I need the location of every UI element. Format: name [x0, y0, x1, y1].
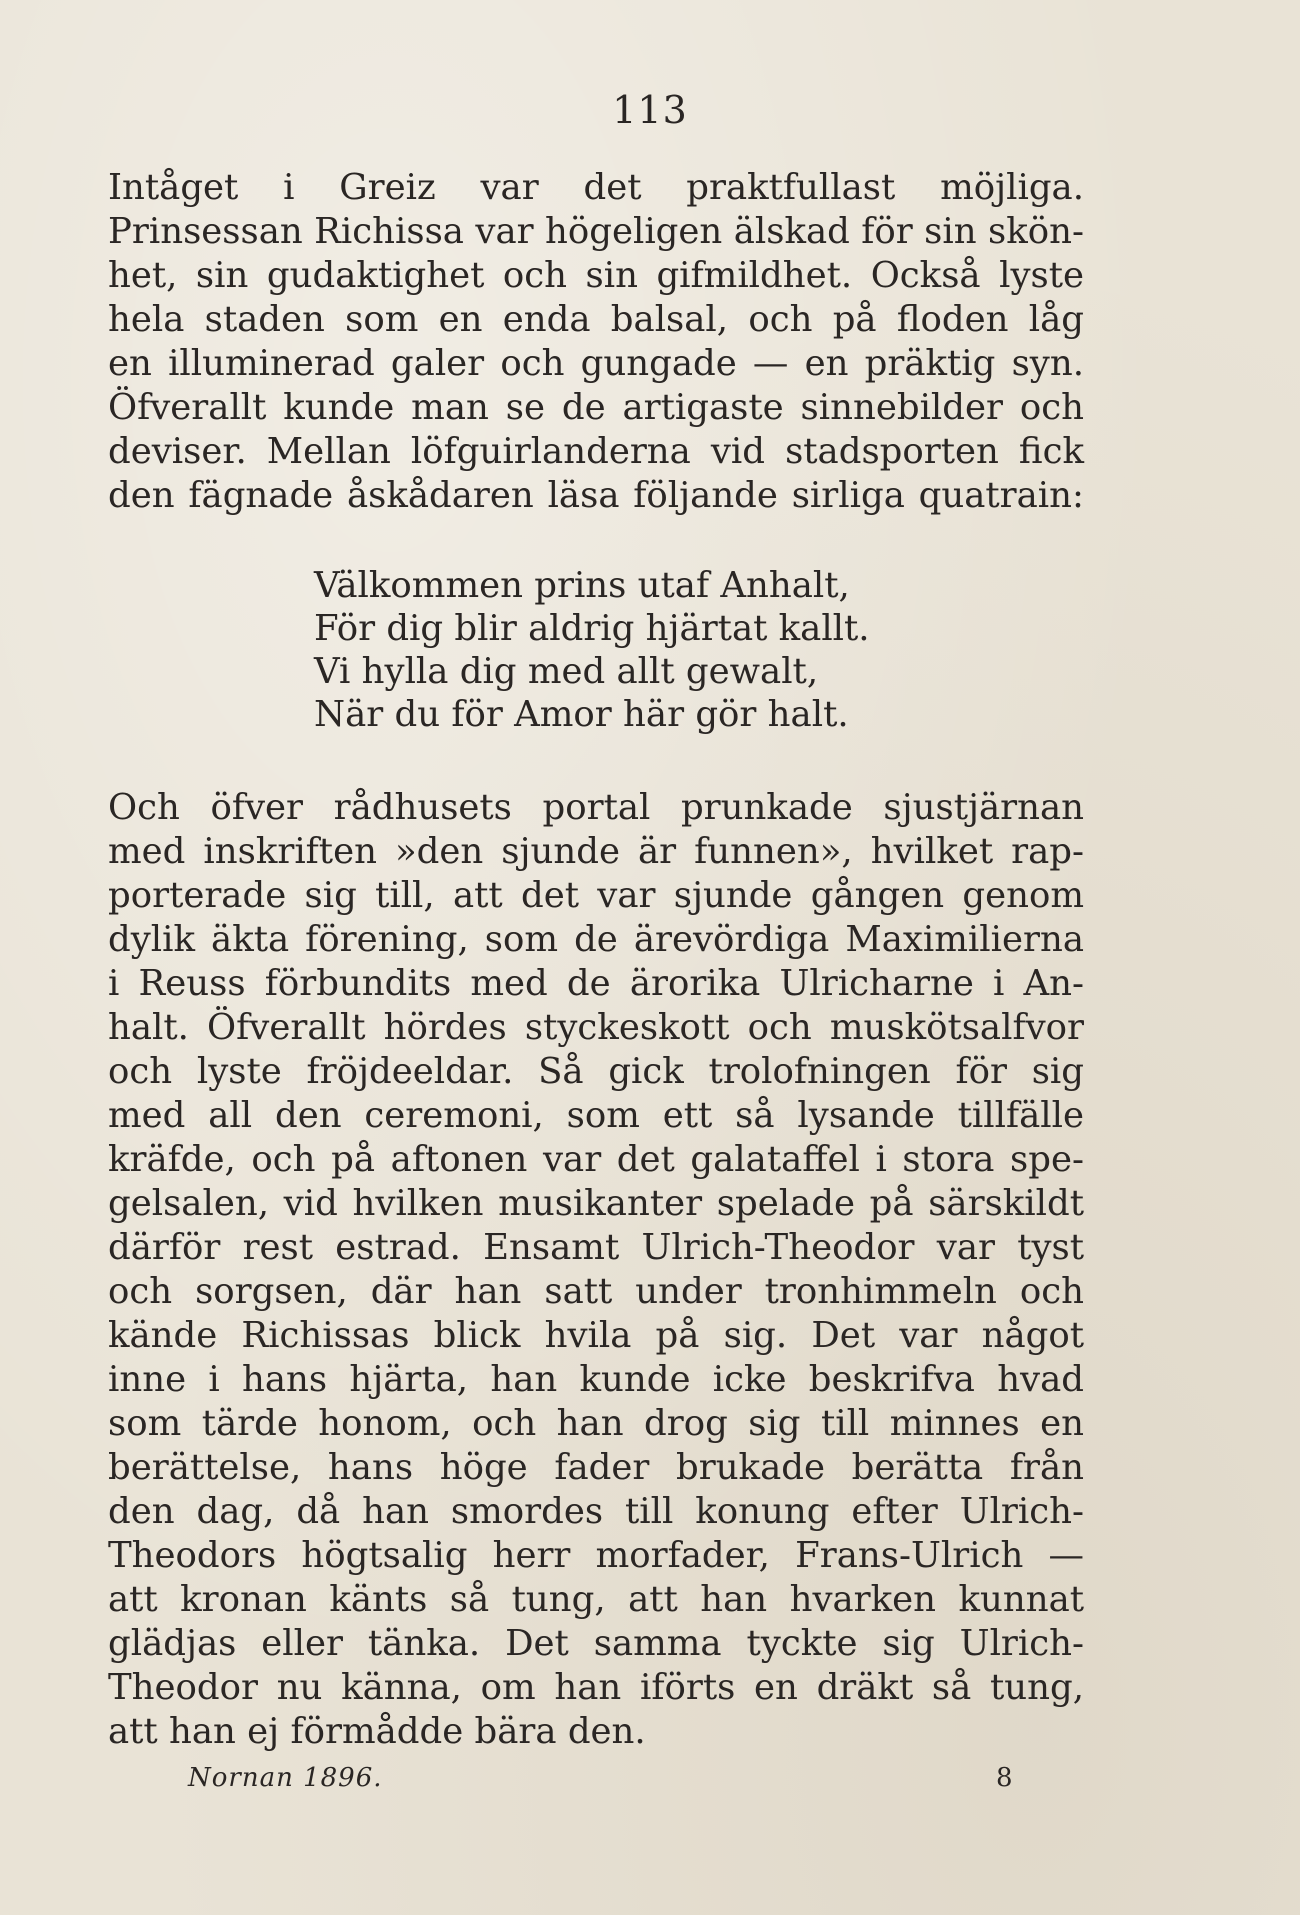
text-line: porterade sig till, att det var sjunde gången genom	[108, 875, 1084, 916]
journal-signature: Nornan 1896.	[188, 1763, 383, 1793]
text-line: gelsalen, vid hvilken musikanter spelade på särskildt	[108, 1183, 1084, 1224]
text-line: som tärde honom, och han drog sig till minnes en	[108, 1403, 1084, 1444]
text-line: glädjas eller tänka. Det samma tyckte sig Ulrich-	[108, 1623, 1084, 1664]
text-line: berättelse, hans höge fader brukade berätta från	[108, 1447, 1084, 1488]
text-line: deviser. Mellan löfguirlanderna vid stadsporten fick	[108, 431, 1084, 472]
text-line: Intåget i Greiz var det praktfullast möjliga.	[108, 167, 1084, 208]
text-line: Prinsessan Richissa var högeligen älskad för sin skön-	[108, 211, 1084, 252]
text-line: en illuminerad galer och gungade — en präktig syn.	[108, 343, 1084, 384]
text-line: kräfde, och på aftonen var det galataffel i stora spe-	[108, 1139, 1084, 1180]
text-line: Theodor nu känna, om han iförts en dräkt så tung,	[108, 1667, 1084, 1708]
text-line: Och öfver rådhusets portal prunkade sjustjärnan	[108, 787, 1084, 828]
text-line: hela staden som en enda balsal, och på floden låg	[108, 299, 1084, 340]
text-line: het, sin gudaktighet och sin gifmildhet. Också lyste	[108, 255, 1084, 296]
text-line: med inskriften »den sjunde är funnen», hvilket rap-	[108, 831, 1084, 872]
poem-line: Vi hylla dig med allt gewalt,	[314, 651, 819, 692]
paragraph-2	[108, 786, 1084, 1754]
text-line: därför rest estrad. Ensamt Ulrich-Theodor var tyst	[108, 1227, 1084, 1268]
text-line: halt. Öfverallt hördes styckeskott och muskötsalfvor	[108, 1007, 1084, 1048]
text-line: den fägnade åskådaren läsa följande sirliga quatrain:	[108, 475, 1084, 516]
text-line: inne i hans hjärta, han kunde icke beskrifva hvad	[108, 1359, 1084, 1400]
text-line: att kronan känts så tung, att han hvarken kunnat	[108, 1579, 1084, 1620]
poem-line: För dig blir aldrig hjärtat kallt.	[314, 608, 870, 649]
paragraph-1	[108, 166, 1084, 518]
text-line: Theodors högtsalig herr morfader, Frans-Ulrich —	[108, 1535, 1084, 1576]
text-line: Öfverallt kunde man se de artigaste sinnebilder och	[108, 387, 1084, 428]
text-line: dylik äkta förening, som de ärevördiga Maximilierna	[108, 919, 1084, 960]
text-line: och sorgsen, där han satt under tronhimmeln och	[108, 1271, 1084, 1312]
poem-line: Välkommen prins utaf Anhalt,	[314, 565, 850, 606]
signature-mark: 8	[996, 1763, 1013, 1793]
text-line: i Reuss förbundits med de ärorika Ulricharne i An-	[108, 963, 1084, 1004]
text-line: den dag, då han smordes till konung efter Ulrich-	[108, 1491, 1084, 1532]
text-line: kände Richissas blick hvila på sig. Det var något	[108, 1315, 1084, 1356]
text-line: och lyste fröjdeeldar. Så gick trolofningen för sig	[108, 1051, 1084, 1092]
page-number: 113	[612, 88, 688, 132]
text-line: med all den ceremoni, som ett så lysande tillfälle	[108, 1095, 1084, 1136]
quatrain-poem	[314, 564, 870, 736]
poem-line: När du för Amor här gör halt.	[314, 694, 849, 735]
text-line: att han ej förmådde bära den.	[108, 1711, 646, 1752]
